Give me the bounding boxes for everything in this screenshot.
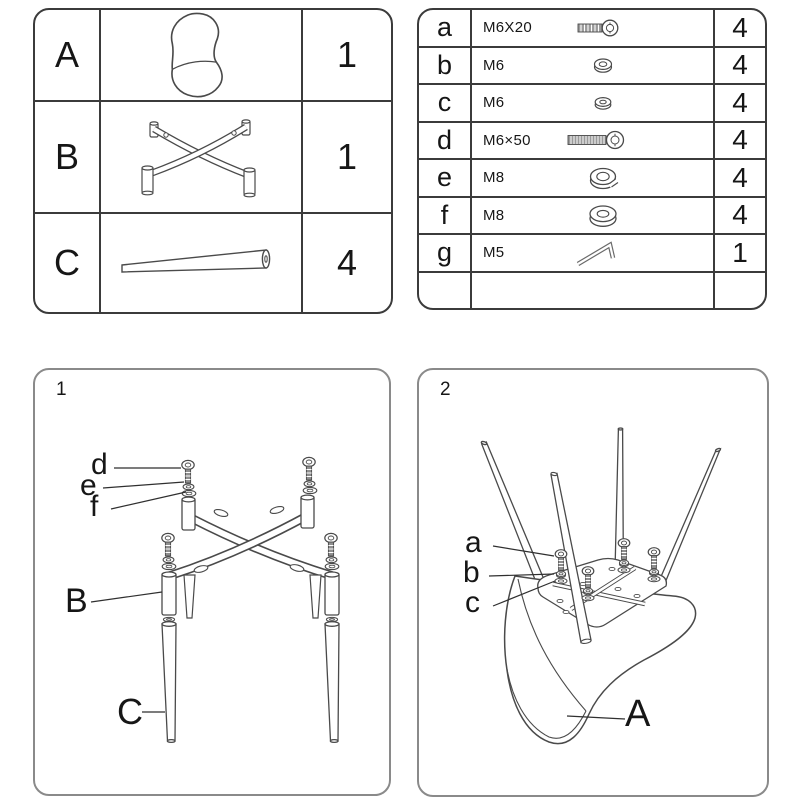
hardware-spec: M6: [483, 94, 505, 112]
callout-c: c: [465, 586, 480, 619]
hardware-row-a: [419, 10, 765, 48]
hardware-id: [419, 273, 472, 309]
hardware-spec-cell: [472, 10, 715, 46]
long-bolt-icon: [553, 125, 653, 155]
hardware-table: [417, 8, 767, 310]
hardware-row-d: [419, 123, 765, 161]
tapered-leg-icon: [116, 241, 286, 285]
step-2-panel: [417, 368, 769, 797]
small-washer-icon: [553, 88, 653, 118]
hardware-spec-cell: [472, 85, 715, 121]
hardware-spec-cell: [472, 123, 715, 159]
cross-base-drawing: [101, 102, 303, 212]
hardware-spec-cell: [472, 160, 715, 196]
callout-C: C: [117, 691, 143, 732]
hardware-qty: 4: [732, 49, 748, 81]
hardware-id: c: [419, 85, 472, 121]
tapered-leg-drawing: [101, 214, 303, 312]
hardware-spec-cell: [472, 198, 715, 234]
parts-row-B: [35, 102, 391, 214]
step-1-diagram: [35, 370, 389, 794]
hardware-row-g: [419, 235, 765, 273]
callout-e: e: [80, 469, 97, 502]
callout-A: A: [625, 693, 651, 735]
hardware-qty: 4: [732, 124, 748, 156]
part-id: C: [35, 214, 101, 312]
hardware-spec-cell: [472, 48, 715, 84]
hardware-row-b: [419, 48, 765, 86]
parts-table: [33, 8, 393, 314]
cross-base-icon: [126, 109, 276, 205]
step-1-panel: [33, 368, 391, 796]
hardware-spec: M8: [483, 206, 505, 224]
allen-key-icon: [553, 238, 653, 268]
hardware-qty: 4: [732, 11, 748, 43]
callout-B: B: [65, 582, 88, 620]
hardware-spec: M6X20: [483, 19, 533, 37]
hardware-spec: M6×50: [483, 131, 531, 149]
hardware-id: f: [419, 198, 472, 234]
callout-a: a: [465, 526, 482, 559]
hardware-spec-cell: [472, 273, 715, 309]
hardware-id: a: [419, 10, 472, 46]
hardware-id: g: [419, 235, 472, 271]
hardware-qty: 4: [732, 86, 748, 118]
hardware-spec: M5: [483, 244, 505, 262]
part-qty: 1: [336, 34, 358, 75]
hardware-qty: [715, 273, 765, 309]
button-head-bolt-icon: [553, 13, 653, 43]
hardware-spec: M6: [483, 56, 505, 74]
hardware-spec-cell: [472, 235, 715, 271]
callout-d: d: [91, 448, 108, 481]
nut-icon: [553, 50, 653, 80]
step-number: 1: [56, 379, 67, 400]
part-qty: 1: [336, 136, 358, 177]
hardware-row-empty: [419, 273, 765, 309]
parts-row-A: [35, 10, 391, 102]
part-id: A: [35, 10, 101, 100]
hardware-id: d: [419, 123, 472, 159]
spring-washer-icon: [553, 163, 653, 193]
hardware-qty: 4: [732, 161, 748, 193]
parts-row-C: [35, 214, 391, 312]
hardware-row-e: [419, 160, 765, 198]
hardware-spec: M8: [483, 169, 505, 187]
flat-washer-icon: [553, 200, 653, 230]
part-id: B: [35, 102, 101, 212]
hardware-qty: 1: [732, 236, 748, 268]
callout-f: f: [90, 490, 99, 523]
hardware-id: e: [419, 160, 472, 196]
hardware-row-c: [419, 85, 765, 123]
callout-b: b: [463, 556, 480, 589]
hardware-qty: 4: [732, 199, 748, 231]
hardware-id: b: [419, 48, 472, 84]
seat-shell-icon: [157, 12, 245, 98]
step-number: 2: [440, 379, 451, 400]
seat-shell-drawing: [101, 10, 303, 100]
hardware-row-f: [419, 198, 765, 236]
part-qty: 4: [336, 242, 358, 283]
